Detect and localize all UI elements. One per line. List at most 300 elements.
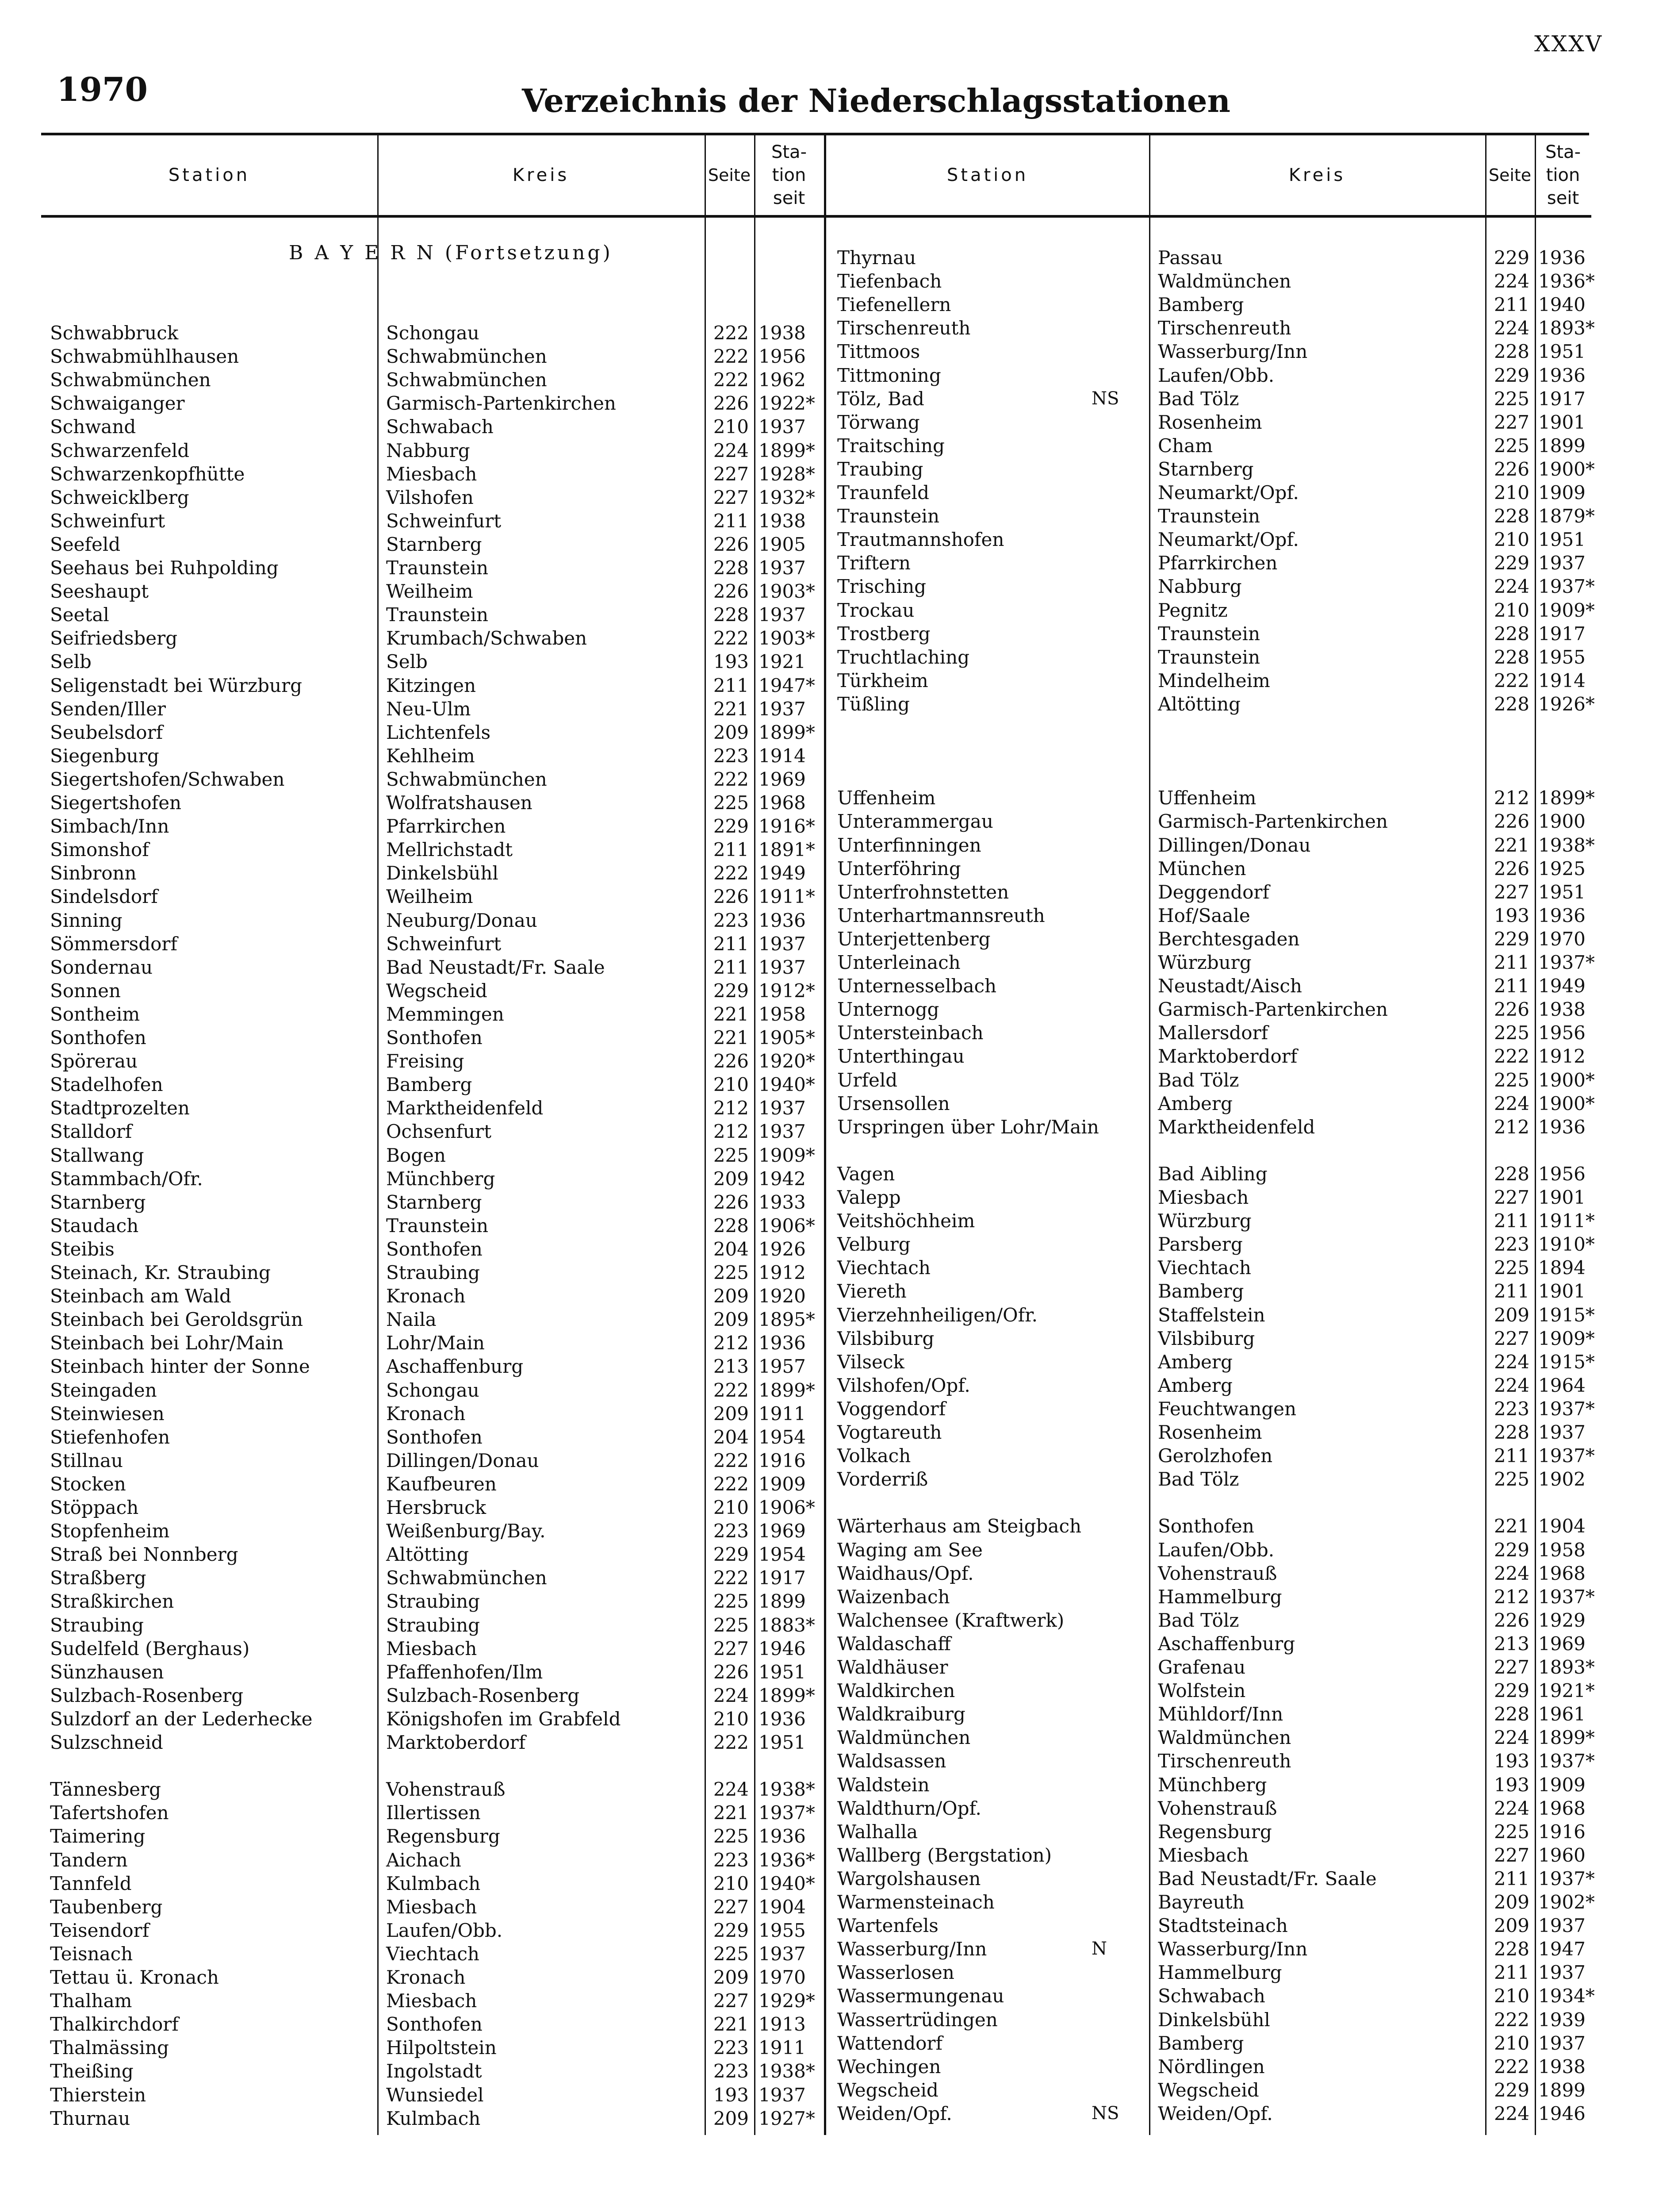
table-row xyxy=(41,439,824,462)
kreis-name: Amberg xyxy=(1158,1092,1233,1114)
header-seite: Seite xyxy=(708,165,751,185)
seite-value: 226 xyxy=(1494,1609,1529,1631)
kreis-name: Traunstein xyxy=(386,557,488,579)
station-seit-value: 1883* xyxy=(759,1614,815,1636)
station-seit-value: 1937 xyxy=(759,933,806,955)
table-row xyxy=(826,951,1595,974)
table-row xyxy=(826,1914,1591,1937)
station-name: Trockau xyxy=(837,599,915,621)
kreis-name: Bayreuth xyxy=(1158,1891,1245,1913)
seite-value: 224 xyxy=(1494,1562,1529,1584)
station-seit-value: 1915* xyxy=(1538,1351,1595,1373)
kreis-name: Schongau xyxy=(386,322,479,344)
station-name: Velburg xyxy=(837,1233,911,1256)
seite-value: 211 xyxy=(1494,952,1529,973)
kreis-name: Nabburg xyxy=(1158,576,1242,598)
station-seit-value: 1936 xyxy=(759,909,806,931)
seite-value: 228 xyxy=(1494,1938,1529,1960)
table-row xyxy=(41,2012,824,2036)
station-seit-value: 1936 xyxy=(1538,904,1586,926)
station-seit-value: 1951 xyxy=(1538,881,1586,903)
kreis-name: Aschaffenburg xyxy=(1158,1632,1295,1655)
station-seit-value: 1937 xyxy=(1538,1962,1586,1984)
table-row xyxy=(826,927,1591,951)
station-seit-value: 1900* xyxy=(1538,1092,1595,1114)
seite-value: 222 xyxy=(1494,1045,1529,1068)
station-name: Tiefenbach xyxy=(837,270,942,292)
table-row xyxy=(826,1514,1591,1538)
table-row xyxy=(41,932,824,956)
station-seit-value: 1940 xyxy=(1538,294,1586,316)
station-name: Taimering xyxy=(50,1825,146,1847)
station-name: Waldsassen xyxy=(837,1750,946,1772)
station-seit-value: 1895* xyxy=(759,1309,815,1331)
table-row xyxy=(826,1279,1591,1303)
station-seit-value: 1969 xyxy=(759,768,806,790)
table-row xyxy=(826,293,1591,316)
station-name: Vogtareuth xyxy=(837,1421,942,1443)
seite-value: 193 xyxy=(713,651,749,673)
seite-value: 227 xyxy=(1494,1844,1529,1866)
table-row xyxy=(826,575,1595,598)
station-seit-value: 1937 xyxy=(759,956,806,978)
table-row xyxy=(41,509,824,533)
station-seit-value: 1936 xyxy=(759,1708,806,1730)
kreis-name: Cham xyxy=(1158,434,1213,457)
kreis-name: Schwabmünchen xyxy=(386,1567,547,1589)
header-seite: Seite xyxy=(1488,165,1532,185)
seite-value: 209 xyxy=(713,2107,749,2129)
station-seit-value: 1902* xyxy=(1538,1891,1595,1913)
seite-value: 210 xyxy=(1494,529,1529,551)
page-year: 1970 xyxy=(57,71,148,109)
station-name: Sontheim xyxy=(50,1003,140,1025)
station-name: Seubelsdorf xyxy=(50,721,163,743)
station-name: Vilshofen/Opf. xyxy=(837,1374,970,1396)
kreis-name: Bamberg xyxy=(1158,1280,1244,1302)
station-name: Sinbronn xyxy=(50,862,137,884)
seite-value: 224 xyxy=(1494,1374,1529,1396)
table-row xyxy=(826,763,1591,786)
kreis-name: Tirschenreuth xyxy=(1158,317,1291,339)
kreis-name: Dinkelsbühl xyxy=(1158,2008,1270,2031)
seite-value: 224 xyxy=(1494,270,1529,292)
kreis-name: Marktheidenfeld xyxy=(1158,1116,1315,1138)
table-row xyxy=(41,909,824,932)
station-seit-value: 1937* xyxy=(1538,1867,1595,1889)
station-seit-value: 1956 xyxy=(1538,1022,1586,1044)
station-seit-value: 1936* xyxy=(759,1849,815,1871)
seite-value: 211 xyxy=(1494,975,1529,997)
station-name: Vilsbiburg xyxy=(837,1327,935,1349)
seite-value: 225 xyxy=(713,1590,749,1613)
station-seit-value: 1901 xyxy=(1538,1187,1586,1208)
seite-value: 210 xyxy=(1494,482,1529,503)
table-row xyxy=(826,1327,1595,1350)
station-name: Steinbach bei Lohr/Main xyxy=(50,1332,284,1354)
station-name: Waldhäuser xyxy=(837,1656,948,1678)
table-row xyxy=(41,1379,824,1402)
kreis-name: Vohenstrauß xyxy=(386,1778,506,1801)
seite-value: 229 xyxy=(1494,1680,1529,1702)
kreis-name: Dillingen/Donau xyxy=(386,1449,539,1471)
station-seit-value: 1911* xyxy=(1538,1210,1595,1232)
table-row xyxy=(41,1942,824,1966)
table-row xyxy=(826,1467,1591,1491)
seite-value: 210 xyxy=(713,1708,749,1730)
station-name: Unterfrohnstetten xyxy=(837,881,1009,903)
table-row xyxy=(41,1026,824,1049)
table-row xyxy=(826,1491,1591,1514)
station-seit-value: 1899 xyxy=(1538,434,1586,457)
table-row xyxy=(41,721,824,744)
station-name: Urfeld xyxy=(837,1069,898,1091)
station-name: Sulzbach-Rosenberg xyxy=(50,1684,244,1706)
station-seit-value: 1914 xyxy=(1538,669,1586,691)
table-row xyxy=(41,1684,824,1707)
seite-value: 210 xyxy=(713,416,749,438)
station-name: Siegertshofen/Schwaben xyxy=(50,768,285,790)
right-table-half xyxy=(824,135,1595,2135)
station-seit-value: 1879* xyxy=(1538,505,1595,527)
kreis-name: Miesbach xyxy=(386,1990,477,2012)
table-row xyxy=(826,1092,1595,1115)
station-name: Tölz, Bad xyxy=(837,388,924,410)
seite-value: 229 xyxy=(1494,247,1529,269)
seite-value: 228 xyxy=(1494,622,1529,645)
table-row xyxy=(826,269,1595,293)
station-name: Thalmässing xyxy=(50,2037,169,2059)
station-name: Stammbach/Ofr. xyxy=(50,1167,203,1190)
station-name: Thurnau xyxy=(50,2107,130,2129)
table-row xyxy=(41,838,824,861)
table-row xyxy=(41,1731,824,1754)
station-name: Schwarzenfeld xyxy=(50,439,190,461)
kreis-name: Königshofen im Grabfeld xyxy=(386,1708,621,1730)
left-header-row xyxy=(41,135,824,218)
station-seit-value: 1899* xyxy=(1538,1727,1595,1749)
seite-value: 193 xyxy=(1494,904,1529,926)
station-seit-value: 1911* xyxy=(759,886,815,908)
station-name: Seligenstadt bei Würzburg xyxy=(50,674,303,696)
seite-value: 211 xyxy=(713,956,749,978)
station-name: Senden/Iller xyxy=(50,698,166,720)
station-name: Schwand xyxy=(50,416,136,438)
kreis-name: Aschaffenburg xyxy=(386,1356,524,1378)
station-name: Tännesberg xyxy=(50,1778,161,1801)
kreis-name: München xyxy=(1158,857,1246,879)
seite-value: 227 xyxy=(713,1990,749,2012)
table-row xyxy=(826,1961,1591,1984)
station-name: Unterhartmannsreuth xyxy=(837,904,1045,926)
seite-value: 228 xyxy=(1494,1703,1529,1725)
station-seit-value: 1891* xyxy=(759,839,815,861)
seite-value: 228 xyxy=(1494,1163,1529,1185)
seite-value: 222 xyxy=(713,1732,749,1753)
station-seit-value: 1926* xyxy=(1538,693,1595,715)
station-name: Wattendorf xyxy=(837,2032,943,2054)
table-row xyxy=(826,246,1591,269)
station-seit-value: 1937* xyxy=(1538,576,1595,598)
table-row xyxy=(41,1707,824,1731)
kreis-name: Münchberg xyxy=(386,1167,495,1190)
station-seit-value: 1937 xyxy=(1538,552,1586,574)
table-row xyxy=(826,434,1591,457)
station-seit-value: 1905 xyxy=(759,533,806,555)
kreis-name: Schwabach xyxy=(1158,1985,1265,2007)
table-row xyxy=(41,345,824,368)
seite-value: 228 xyxy=(1494,646,1529,668)
station-seit-value: 1937 xyxy=(759,416,806,438)
station-name: Thierstein xyxy=(50,2084,146,2106)
table-row xyxy=(41,885,824,908)
station-name: Starnberg xyxy=(50,1191,146,1213)
table-row xyxy=(826,998,1591,1021)
station-seit-value: 1899* xyxy=(759,1379,815,1401)
seite-value: 193 xyxy=(713,2084,749,2106)
seite-value: 226 xyxy=(713,1661,749,1683)
station-seit-value: 1939 xyxy=(1538,2008,1586,2031)
kreis-name: Amberg xyxy=(1158,1374,1233,1396)
station-seit-value: 1916* xyxy=(759,815,815,837)
station-name: Urspringen über Lohr/Main xyxy=(837,1116,1099,1138)
station-seit-value: 1936 xyxy=(1538,364,1586,386)
table-row xyxy=(826,551,1591,575)
seite-value: 224 xyxy=(713,1684,749,1706)
table-row xyxy=(41,1848,824,1872)
header-station-seit: Sta- tion seit xyxy=(771,142,807,208)
station-name: Steingaden xyxy=(50,1379,157,1401)
seite-value: 227 xyxy=(713,1637,749,1659)
station-seit-value: 1922* xyxy=(759,392,815,415)
table-row xyxy=(41,1895,824,1919)
table-row xyxy=(41,674,824,697)
station-seit-value: 1956 xyxy=(1538,1163,1586,1185)
seite-value: 193 xyxy=(1494,1774,1529,1796)
station-seit-value: 1921* xyxy=(1538,1680,1595,1702)
station-name: Türkheim xyxy=(837,669,928,691)
station-seit-value: 1899 xyxy=(1538,2079,1586,2101)
kreis-name: Wegscheid xyxy=(1158,2079,1259,2101)
seite-value: 212 xyxy=(713,1332,749,1354)
seite-value: 225 xyxy=(1494,1257,1529,1279)
kreis-name: Pfarrkirchen xyxy=(1158,552,1278,574)
station-seit-value: 1909 xyxy=(1538,482,1586,503)
table-row xyxy=(41,556,824,580)
station-name: Waldstein xyxy=(837,1774,930,1796)
station-seit-value: 1969 xyxy=(1538,1632,1586,1655)
station-name: Unterthingau xyxy=(837,1045,965,1068)
station-seit-value: 1936* xyxy=(1538,270,1595,292)
station-name: Sulzschneid xyxy=(50,1732,163,1753)
station-seit-value: 1962 xyxy=(759,369,806,391)
kreis-name: Laufen/Obb. xyxy=(1158,364,1275,386)
seite-value: 211 xyxy=(1494,1280,1529,1302)
kreis-name: Schwabmünchen xyxy=(386,369,547,391)
kreis-name: Bad Tölz xyxy=(1158,1069,1239,1091)
seite-value: 227 xyxy=(1494,1656,1529,1678)
station-name: Veitshöchheim xyxy=(837,1210,975,1232)
seite-value: 221 xyxy=(1494,834,1529,856)
station-name: Trautmannshofen xyxy=(837,529,1004,551)
kreis-name: Grafenau xyxy=(1158,1656,1246,1678)
table-row xyxy=(41,1566,824,1590)
station-seit-value: 1937 xyxy=(759,698,806,720)
kreis-name: Würzburg xyxy=(1158,1210,1252,1232)
station-name: Seetal xyxy=(50,604,109,626)
station-seit-value: 1899 xyxy=(759,1590,806,1613)
kreis-name: Bad Tölz xyxy=(1158,1468,1239,1490)
station-seit-value: 1933 xyxy=(759,1191,806,1213)
kreis-name: Mellrichstadt xyxy=(386,839,513,861)
station-name: Straßkirchen xyxy=(50,1590,174,1613)
kreis-name: Amberg xyxy=(1158,1351,1233,1373)
kreis-name: Wunsiedel xyxy=(386,2084,484,2106)
table-row xyxy=(41,368,824,392)
table-row xyxy=(826,1726,1595,1749)
station-seit-value: 1927* xyxy=(759,2107,815,2129)
station-seit-value: 1929* xyxy=(759,1990,815,2012)
station-seit-value: 1917 xyxy=(1538,388,1586,410)
kreis-name: Schwabach xyxy=(386,416,494,438)
table-row xyxy=(41,1402,824,1425)
page-number: XXXV xyxy=(1534,31,1603,57)
seite-value: 222 xyxy=(713,1379,749,1401)
seite-value: 211 xyxy=(1494,1445,1529,1467)
kreis-name: Neustadt/Aisch xyxy=(1158,975,1302,997)
table-row xyxy=(826,669,1591,692)
station-seit-value: 1951 xyxy=(1538,341,1586,363)
kreis-name: Sulzbach-Rosenberg xyxy=(386,1684,580,1706)
station-name: Siegenburg xyxy=(50,745,159,767)
seite-value: 225 xyxy=(713,1614,749,1636)
station-name: Trostberg xyxy=(837,622,931,645)
station-seit-value: 1900* xyxy=(1538,1069,1595,1091)
seite-value: 225 xyxy=(713,1144,749,1166)
station-name: Tirschenreuth xyxy=(837,317,971,339)
kreis-name: Bad Neustadt/Fr. Saale xyxy=(386,956,605,978)
station-name: Thalkirchdorf xyxy=(50,2013,179,2035)
kreis-name: Straubing xyxy=(386,1262,480,1283)
station-name: Steinwiesen xyxy=(50,1402,165,1425)
table-row xyxy=(41,650,824,673)
seite-value: 212 xyxy=(1494,787,1529,809)
kreis-name: Altötting xyxy=(1158,693,1241,715)
station-seit-value: 1911 xyxy=(759,2037,806,2059)
table-row xyxy=(41,1331,824,1355)
station-name: Tüßling xyxy=(837,693,910,715)
seite-value: 228 xyxy=(713,1214,749,1237)
kreis-name: Wolfstein xyxy=(1158,1680,1246,1702)
seite-value: 209 xyxy=(1494,1304,1529,1326)
kreis-name: Rosenheim xyxy=(1158,1421,1262,1443)
seite-value: 227 xyxy=(1494,1327,1529,1349)
station-name: Schweicklberg xyxy=(50,486,189,508)
seite-value: 210 xyxy=(713,1872,749,1894)
table-row xyxy=(41,744,824,768)
station-name: Thyrnau xyxy=(837,247,916,269)
table-row xyxy=(41,1002,824,1026)
station-seit-value: 1934* xyxy=(1538,1985,1595,2007)
kreis-name: Hof/Saale xyxy=(1158,904,1250,926)
station-name: Schwabbruck xyxy=(50,322,179,344)
table-row xyxy=(826,1139,1591,1162)
seite-value: 224 xyxy=(1494,576,1529,598)
kreis-name: Selb xyxy=(386,651,428,673)
table-row xyxy=(826,810,1591,833)
station-seit-value: 1955 xyxy=(759,1919,806,1941)
station-seit-value: 1912* xyxy=(759,979,815,1002)
kreis-name: Straubing xyxy=(386,1590,480,1613)
kreis-name: Kronach xyxy=(386,1402,466,1425)
table-row xyxy=(826,340,1591,363)
table-row xyxy=(41,768,824,791)
station-seit-value: 1929 xyxy=(1538,1609,1586,1631)
kreis-name: Ingolstadt xyxy=(386,2060,482,2082)
kreis-name: Kronach xyxy=(386,1966,466,1988)
kreis-name: Miesbach xyxy=(386,463,477,485)
station-name: Steinbach bei Geroldsgrün xyxy=(50,1309,303,1331)
station-seit-value: 1936 xyxy=(759,1825,806,1847)
station-seit-value: 1970 xyxy=(759,1966,806,1988)
station-seit-value: 1901 xyxy=(1538,411,1586,433)
station-name: Straß bei Nonnberg xyxy=(50,1544,238,1566)
seite-value: 210 xyxy=(713,1497,749,1518)
seite-value: 223 xyxy=(1494,1233,1529,1256)
station-name: Sulzdorf an der Lederhecke xyxy=(50,1708,313,1730)
table-row xyxy=(41,2036,824,2059)
seite-value: 221 xyxy=(713,1802,749,1824)
header-station: Station xyxy=(946,165,1029,185)
station-name: Stallwang xyxy=(50,1144,144,1166)
seite-value: 225 xyxy=(1494,388,1529,410)
station-name: Sonnen xyxy=(50,979,121,1002)
table-row xyxy=(826,457,1595,481)
station-name: Unterjettenberg xyxy=(837,928,991,950)
header-kreis: Kreis xyxy=(512,165,570,185)
station-seit-value: 1913 xyxy=(759,2013,806,2035)
kreis-name: Vilshofen xyxy=(386,486,474,508)
table-row xyxy=(826,1209,1595,1233)
kreis-name: Miesbach xyxy=(386,1896,477,1918)
seite-value: 225 xyxy=(1494,1820,1529,1843)
station-name: Waldmünchen xyxy=(837,1727,971,1749)
seite-value: 224 xyxy=(713,439,749,461)
kreis-name: Schwabmünchen xyxy=(386,346,547,368)
kreis-name: Kulmbach xyxy=(386,1872,481,1894)
kreis-name: Staffelstein xyxy=(1158,1304,1265,1326)
seite-value: 223 xyxy=(713,745,749,767)
station-seit-value: 1937 xyxy=(1538,1915,1586,1937)
table-row xyxy=(41,2107,824,2130)
seite-value: 211 xyxy=(1494,294,1529,316)
station-name: Teisendorf xyxy=(50,1919,149,1941)
kreis-name: Regensburg xyxy=(1158,1820,1272,1843)
station-name: Voggendorf xyxy=(837,1398,946,1420)
station-name: Viechtach xyxy=(837,1257,931,1279)
seite-value: 222 xyxy=(713,768,749,790)
station-name: Sondernau xyxy=(50,956,153,978)
kreis-name: Nördlingen xyxy=(1158,2055,1265,2078)
kreis-name: Miesbach xyxy=(1158,1187,1249,1208)
station-seit-value: 1947* xyxy=(759,674,815,696)
station-seit-value: 1958 xyxy=(759,1003,806,1025)
seite-value: 209 xyxy=(1494,1891,1529,1913)
station-seit-value: 1937* xyxy=(1538,1750,1595,1772)
station-name: Tittmoning xyxy=(837,364,941,386)
table-row xyxy=(826,316,1595,340)
kreis-name: Laufen/Obb. xyxy=(1158,1539,1275,1561)
